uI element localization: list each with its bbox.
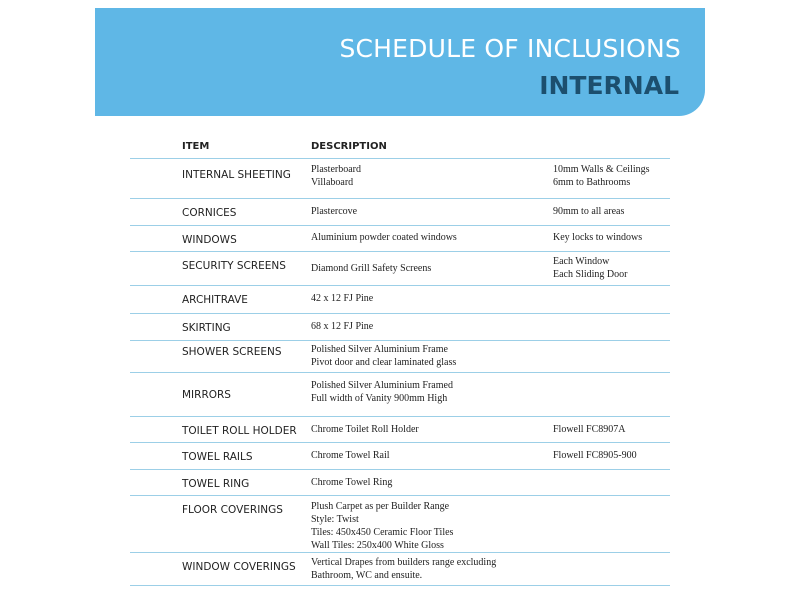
table-row [130,373,670,417]
header-banner [95,8,705,116]
column-header-description: DESCRIPTION [311,141,387,152]
row-description-line: Diamond Grill Safety Screens [311,263,432,274]
row-description-line: Polished Silver Aluminium Framed [311,380,453,391]
row-note-line: 10mm Walls & Ceilings [553,164,650,175]
row-description-line: Plasterboard [311,164,361,175]
row-item-label: WINDOW COVERINGS [182,561,296,573]
row-note [553,255,627,281]
table-header [130,130,670,159]
row-description-line: Polished Silver Aluminium Frame [311,344,448,355]
row-note [553,163,650,189]
row-item-label: SHOWER SCREENS [182,346,282,358]
row-item-label: SECURITY SCREENS [182,260,286,272]
table-row [130,159,670,199]
row-item-label: TOWEL RAILS [182,451,253,463]
row-description [311,343,456,369]
row-description-line: Bathroom, WC and ensuite. [311,570,423,581]
row-description [311,262,431,275]
row-description-line: Plush Carpet as per Builder Range [311,501,450,512]
table-row [130,252,670,286]
row-note-line: Each Sliding Door [553,269,628,280]
row-item-label: TOILET ROLL HOLDER [182,425,297,437]
row-item-label: INTERNAL SHEETING [182,169,291,181]
row-description-line: Tiles: 450x450 Ceramic Floor Tiles [311,527,454,538]
row-item-label: ARCHITRAVE [182,294,248,306]
row-note-line: Each Window [553,256,610,267]
inclusions-table [130,130,670,586]
table-body [130,159,670,586]
row-item-label: WINDOWS [182,234,237,246]
row-description [311,205,357,218]
table-row [130,417,670,443]
row-description-line: Chrome Towel Ring [311,477,393,488]
row-description-line: 42 x 12 FJ Pine [311,293,374,304]
row-item-label: SKIRTING [182,322,231,334]
table-row [130,226,670,252]
row-description-line: Pivot door and clear laminated glass [311,357,457,368]
table-row [130,341,670,373]
row-note-line: 90mm to all areas [553,206,625,217]
row-description [311,476,392,489]
table-row [130,553,670,586]
row-description-line: Villaboard [311,177,354,188]
row-note-line: Flowell FC8905-900 [553,450,637,461]
table-row [130,443,670,470]
row-description [311,556,496,582]
row-description-line: Vertical Drapes from builders range excluding [311,557,497,568]
row-description [311,320,373,333]
row-description [311,379,453,405]
row-item-label: FLOOR COVERINGS [182,504,283,516]
row-description-line: Plastercove [311,206,358,217]
row-note [553,449,637,462]
column-header-item: ITEM [182,141,210,152]
row-note [553,205,624,218]
row-description-line: Chrome Towel Rail [311,450,390,461]
page-title: SCHEDULE OF INCLUSIONS [339,34,681,63]
row-description [311,449,390,462]
row-description-line: Style: Twist [311,514,359,525]
row-description-line: 68 x 12 FJ Pine [311,321,374,332]
table-row [130,496,670,553]
row-note-line: Key locks to windows [553,232,643,243]
table-row [130,286,670,314]
row-description [311,292,373,305]
row-description [311,500,453,552]
row-description [311,163,361,189]
table-row [130,199,670,226]
row-note [553,231,642,244]
row-item-label: CORNICES [182,207,237,219]
row-note-line: Flowell FC8907A [553,424,626,435]
row-description-line: Full width of Vanity 900mm High [311,393,448,404]
row-description [311,423,419,436]
table-row [130,314,670,341]
row-description-line: Aluminium powder coated windows [311,232,457,243]
row-description-line: Chrome Toilet Roll Holder [311,424,419,435]
row-description-line: Wall Tiles: 250x400 White Gloss [311,540,444,551]
table-row [130,470,670,496]
row-note [553,423,626,436]
page-subtitle: INTERNAL [539,71,679,100]
row-description [311,231,457,244]
row-item-label: MIRRORS [182,389,231,401]
row-note-line: 6mm to Bathrooms [553,177,631,188]
row-item-label: TOWEL RING [182,478,250,490]
